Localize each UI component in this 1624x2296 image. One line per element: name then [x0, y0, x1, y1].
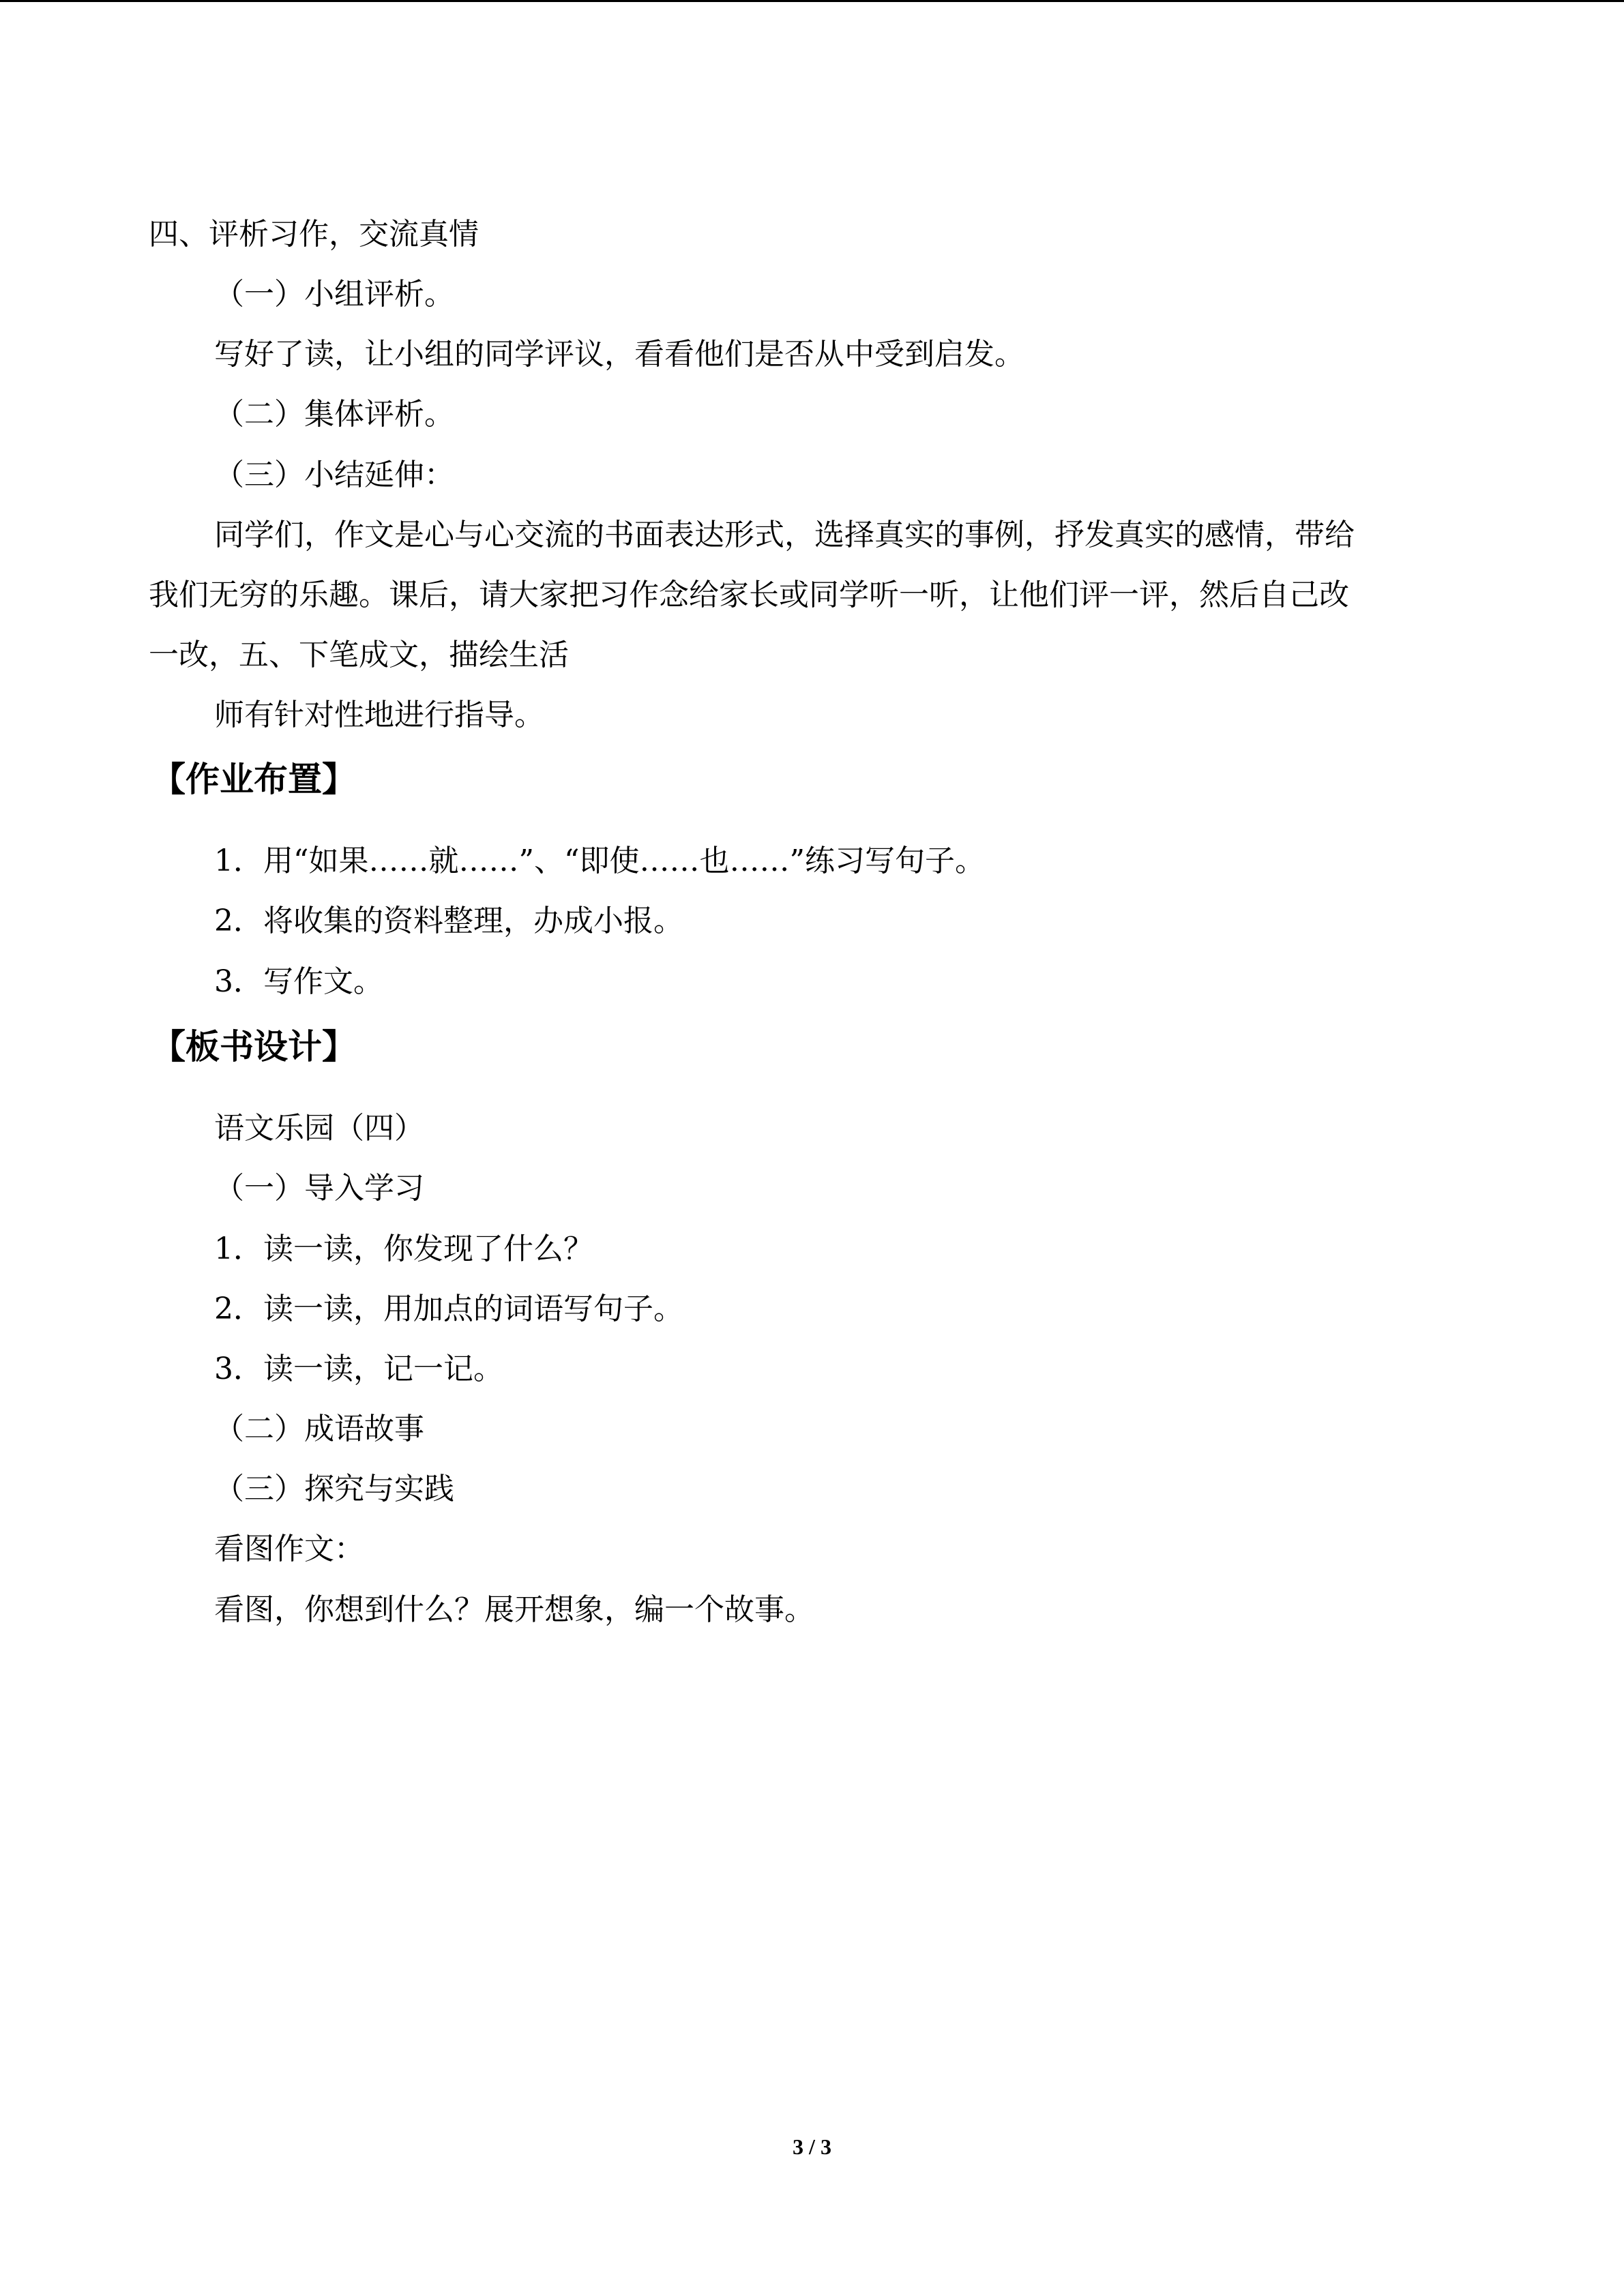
board-line: 3．读一读，记一记。: [214, 1352, 503, 1386]
section4-sub1-text: 写好了读，让小组的同学评议，看看他们是否从中受到启发。: [214, 337, 1024, 372]
section4-title: 四、评析习作，交流真情: [149, 217, 479, 252]
board-heading: 【板书设计】: [151, 1027, 356, 1067]
section4-sub1: （一）小组评析。: [214, 277, 454, 312]
board-line: （二）成语故事: [214, 1412, 424, 1446]
homework-heading: 【作业布置】: [151, 760, 356, 799]
homework-item: 2．将收集的资料整理，办成小报。: [214, 904, 683, 938]
section4-paragraph-line4: 师有针对性地进行指导。: [214, 698, 544, 732]
board-line: 1．读一读，你发现了什么？: [214, 1232, 593, 1266]
board-line: 语文乐园（四）: [214, 1111, 424, 1146]
top-border-line: [0, 0, 1624, 2]
board-line: 2．读一读，用加点的词语写句子。: [214, 1292, 683, 1326]
homework-item: 1．用“如果……就……”、“即使……也……”练习写句子。: [214, 844, 985, 878]
section4-paragraph-line1: 同学们，作文是心与心交流的书面表达形式，选择真实的事例，抒发真实的感情，带给: [214, 518, 1355, 552]
board-line: （三）探究与实践: [214, 1472, 454, 1506]
page-number: 3 / 3: [793, 2134, 831, 2159]
homework-item: 3．写作文。: [214, 964, 383, 999]
section4-sub3: （三）小结延伸：: [214, 458, 454, 492]
section4-paragraph-line3: 一改，五、下笔成文，描绘生活: [149, 638, 569, 672]
board-line: （一）导入学习: [214, 1171, 424, 1206]
section4-sub2: （二）集体评析。: [214, 397, 454, 432]
board-line: 看图，你想到什么？展开想象，编一个故事。: [214, 1592, 814, 1627]
section4-paragraph-line2: 我们无穷的乐趣。课后，请大家把习作念给家长或同学听一听，让他们评一评，然后自己改: [149, 578, 1349, 612]
board-line: 看图作文：: [214, 1532, 364, 1566]
